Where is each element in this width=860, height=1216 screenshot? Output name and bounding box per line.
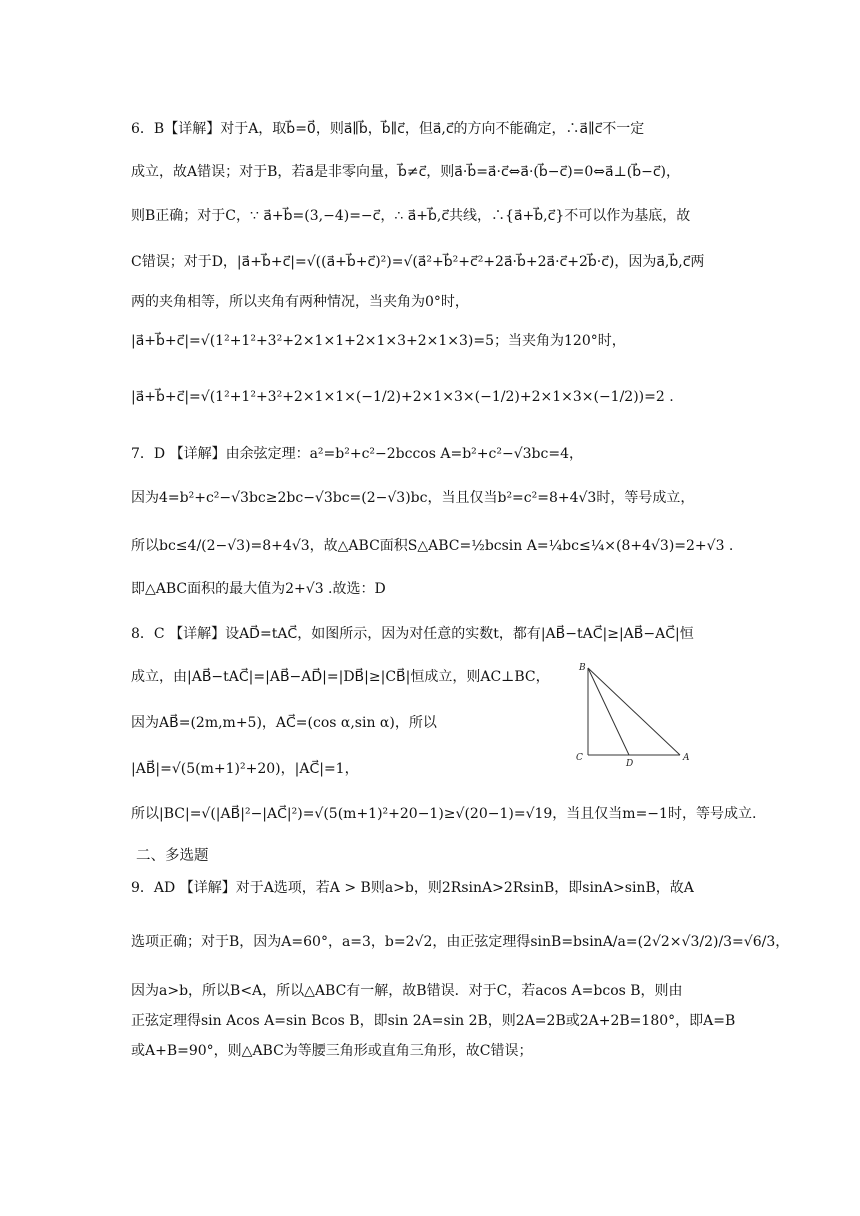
text-line: |AB⃗|=√(5(m+1)²+20)，|AC⃗|=1， bbox=[131, 761, 359, 777]
text-line: 7．D 【详解】由余弦定理：a²=b²+c²−2bccos A=b²+c²−√3bc=4， bbox=[131, 446, 583, 462]
text-line: 9．AD 【详解】对于A选项，若A > B则a>b，则2RsinA>2RsinB，即sinA>sinB，故A bbox=[131, 880, 694, 896]
label-d: D bbox=[626, 759, 634, 768]
text-line: 两的夹角相等，所以夹角有两种情况，当夹角为0°时， bbox=[131, 294, 469, 310]
text-line: |a⃗+b⃗+c⃗|=√(1²+1²+3²+2×1×1+2×1×3+2×1×3)=5；当夹角为120°时， bbox=[131, 333, 626, 349]
text-line: 即△ABC面积的最大值为2+√3 .故选：D bbox=[131, 581, 386, 597]
text-line: |a⃗+b⃗+c⃗|=√(1²+1²+3²+2×1×1×(−1/2)+2×1×3×(−1/2)+2×1×3×(−1/2))=2 . bbox=[131, 389, 674, 405]
text-line: 或A+B=90°，则△ABC为等腰三角形或直角三角形，故C错误； bbox=[131, 1043, 533, 1059]
text-line: 正弦定理得sin Acos A=sin Bcos B，即sin 2A=sin 2B，则2A=2B或2A+2B=180°，即A=B bbox=[131, 1013, 736, 1029]
triangle-figure bbox=[572, 660, 696, 768]
text-line: 则B正确；对于C，∵ a⃗+b⃗=(3,−4)=−c⃗，∴ a⃗+b⃗,c⃗共线，∴{a⃗+b⃗,c⃗}不可以作为基底，故 bbox=[131, 208, 691, 224]
text-line: 所以bc≤4/(2−√3)=8+4√3，故△ABC面积S△ABC=½bcsin A=¼bc≤¼×(8+4√3)=2+√3 . bbox=[131, 538, 734, 554]
text-line: 所以|BC|=√(|AB⃗|²−|AC⃗|²)=√(5(m+1)²+20−1)≥√(20−1)=√19，当且仅当m=−1时，等号成立. bbox=[131, 806, 757, 822]
text-line: C错误；对于D，|a⃗+b⃗+c⃗|=√((a⃗+b⃗+c⃗)²)=√(a⃗²+b⃗²+c⃗²+2a⃗·b⃗+2a⃗·c⃗+2b⃗·c⃗)，因为a⃗,b⃗,c⃗两 bbox=[131, 254, 705, 270]
segment-ba bbox=[588, 668, 680, 755]
section-heading: 二、多选题 bbox=[136, 848, 209, 864]
triangle-diagram bbox=[572, 660, 696, 768]
text-line: 因为AB⃗=(2m,m+5)，AC⃗=(cos α,sin α)，所以 bbox=[131, 715, 437, 731]
text-line: 因为a>b，所以B<A，所以△ABC有一解，故B错误．对于C，若acos A=bcos B，则由 bbox=[131, 983, 683, 999]
text-line: 因为4=b²+c²−√3bc≥2bc−√3bc=(2−√3)bc，当且仅当b²=c²=8+4√3时，等号成立， bbox=[131, 490, 695, 506]
label-a: A bbox=[683, 753, 690, 763]
text-line: 6．B【详解】对于A，取b⃗=0⃗，则a⃗∥b⃗，b⃗∥c⃗，但a⃗,c⃗的方向不能确定，∴a⃗∥c⃗不一定 bbox=[131, 121, 645, 137]
label-b: B bbox=[579, 663, 586, 673]
text-line: 选项正确；对于B，因为A=60°，a=3，b=2√2，由正弦定理得sinB=bsinA/a=(2√2×√3/2)/3=√6/3， bbox=[131, 934, 790, 950]
text-line: 成立，故A错误；对于B，若a⃗是非零向量，b⃗≠c⃗，则a⃗·b⃗=a⃗·c⃗⇔a⃗·(b⃗−c⃗)=0⇔a⃗⊥(b⃗−c⃗)， bbox=[131, 164, 681, 180]
text-line: 8．C 【详解】设AD⃗=tAC⃗，如图所示，因为对任意的实数t，都有|AB⃗−tAC⃗|≥|AB⃗−AC⃗|恒 bbox=[131, 626, 694, 642]
segment-bd bbox=[588, 668, 629, 755]
label-c: C bbox=[576, 753, 583, 763]
text-line: 成立，由|AB⃗−tAC⃗|=|AB⃗−AD⃗|=|DB⃗|≥|CB⃗|恒成立，则AC⊥BC， bbox=[131, 669, 550, 685]
